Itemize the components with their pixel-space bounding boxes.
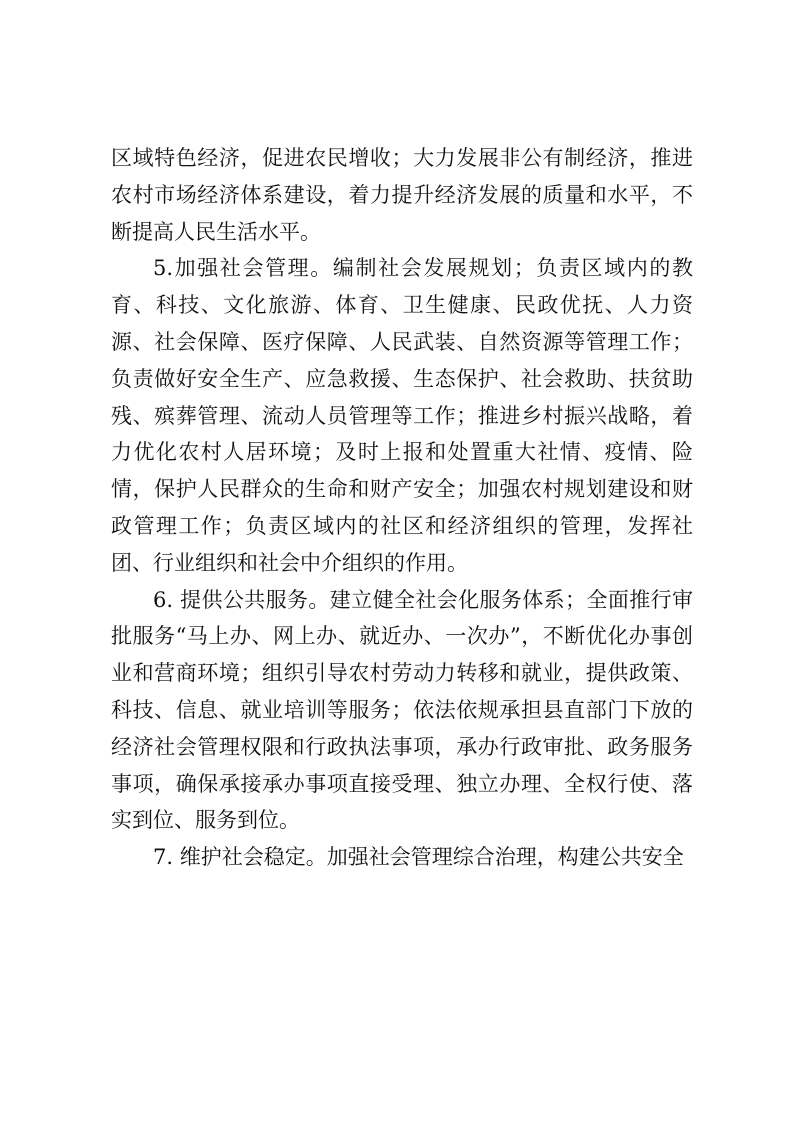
document-body — [111, 140, 693, 876]
paragraph-item-7: 7. 维护社会稳定。加强社会管理综合治理，构建公共安全 — [153, 845, 684, 870]
paragraph-item-6: 6. 提供公共服务。建立健全社会化服务体系；全面推行审批服务“马上办、网上办、就近办、一次办”，不断优化办事创业和营商环境；组织引导农村劳动力转移和就业，提供政策、科技、信息、就业培训等服务；依法依规承担县直部门下放的经济社会管理权限和行政执法事项，承办行政审批、政务服务事项，确保承接承办事项直接受理、独立办理、全权行使、落实到位、服务到位。 — [111, 587, 693, 833]
paragraph-continuation: 区域特色经济，促进农民增收；大力发展非公有制经济，推进农村市场经济体系建设，着力提升经济发展的质量和水平，不断提高人民生活水平。 — [111, 146, 693, 244]
paragraph-item-5: 5.加强社会管理。编制社会发展规划；负责区域内的教育、科技、文化旅游、体育、卫生健康、民政优抚、人力资源、社会保障、医疗保障、人民武装、自然资源等管理工作；负责做好安全生产、应急救援、生态保护、社会救助、扶贫助残、殡葬管理、流动人员管理等工作；推进乡村振兴战略，着力优化农村人居环境；及时上报和处置重大社情、疫情、险情，保护人民群众的生命和财产安全；加强农村规划建设和财政管理工作；负责区域内的社区和经济组织的管理，发挥社团、行业组织和社会中介组织的作用。 — [111, 256, 693, 575]
